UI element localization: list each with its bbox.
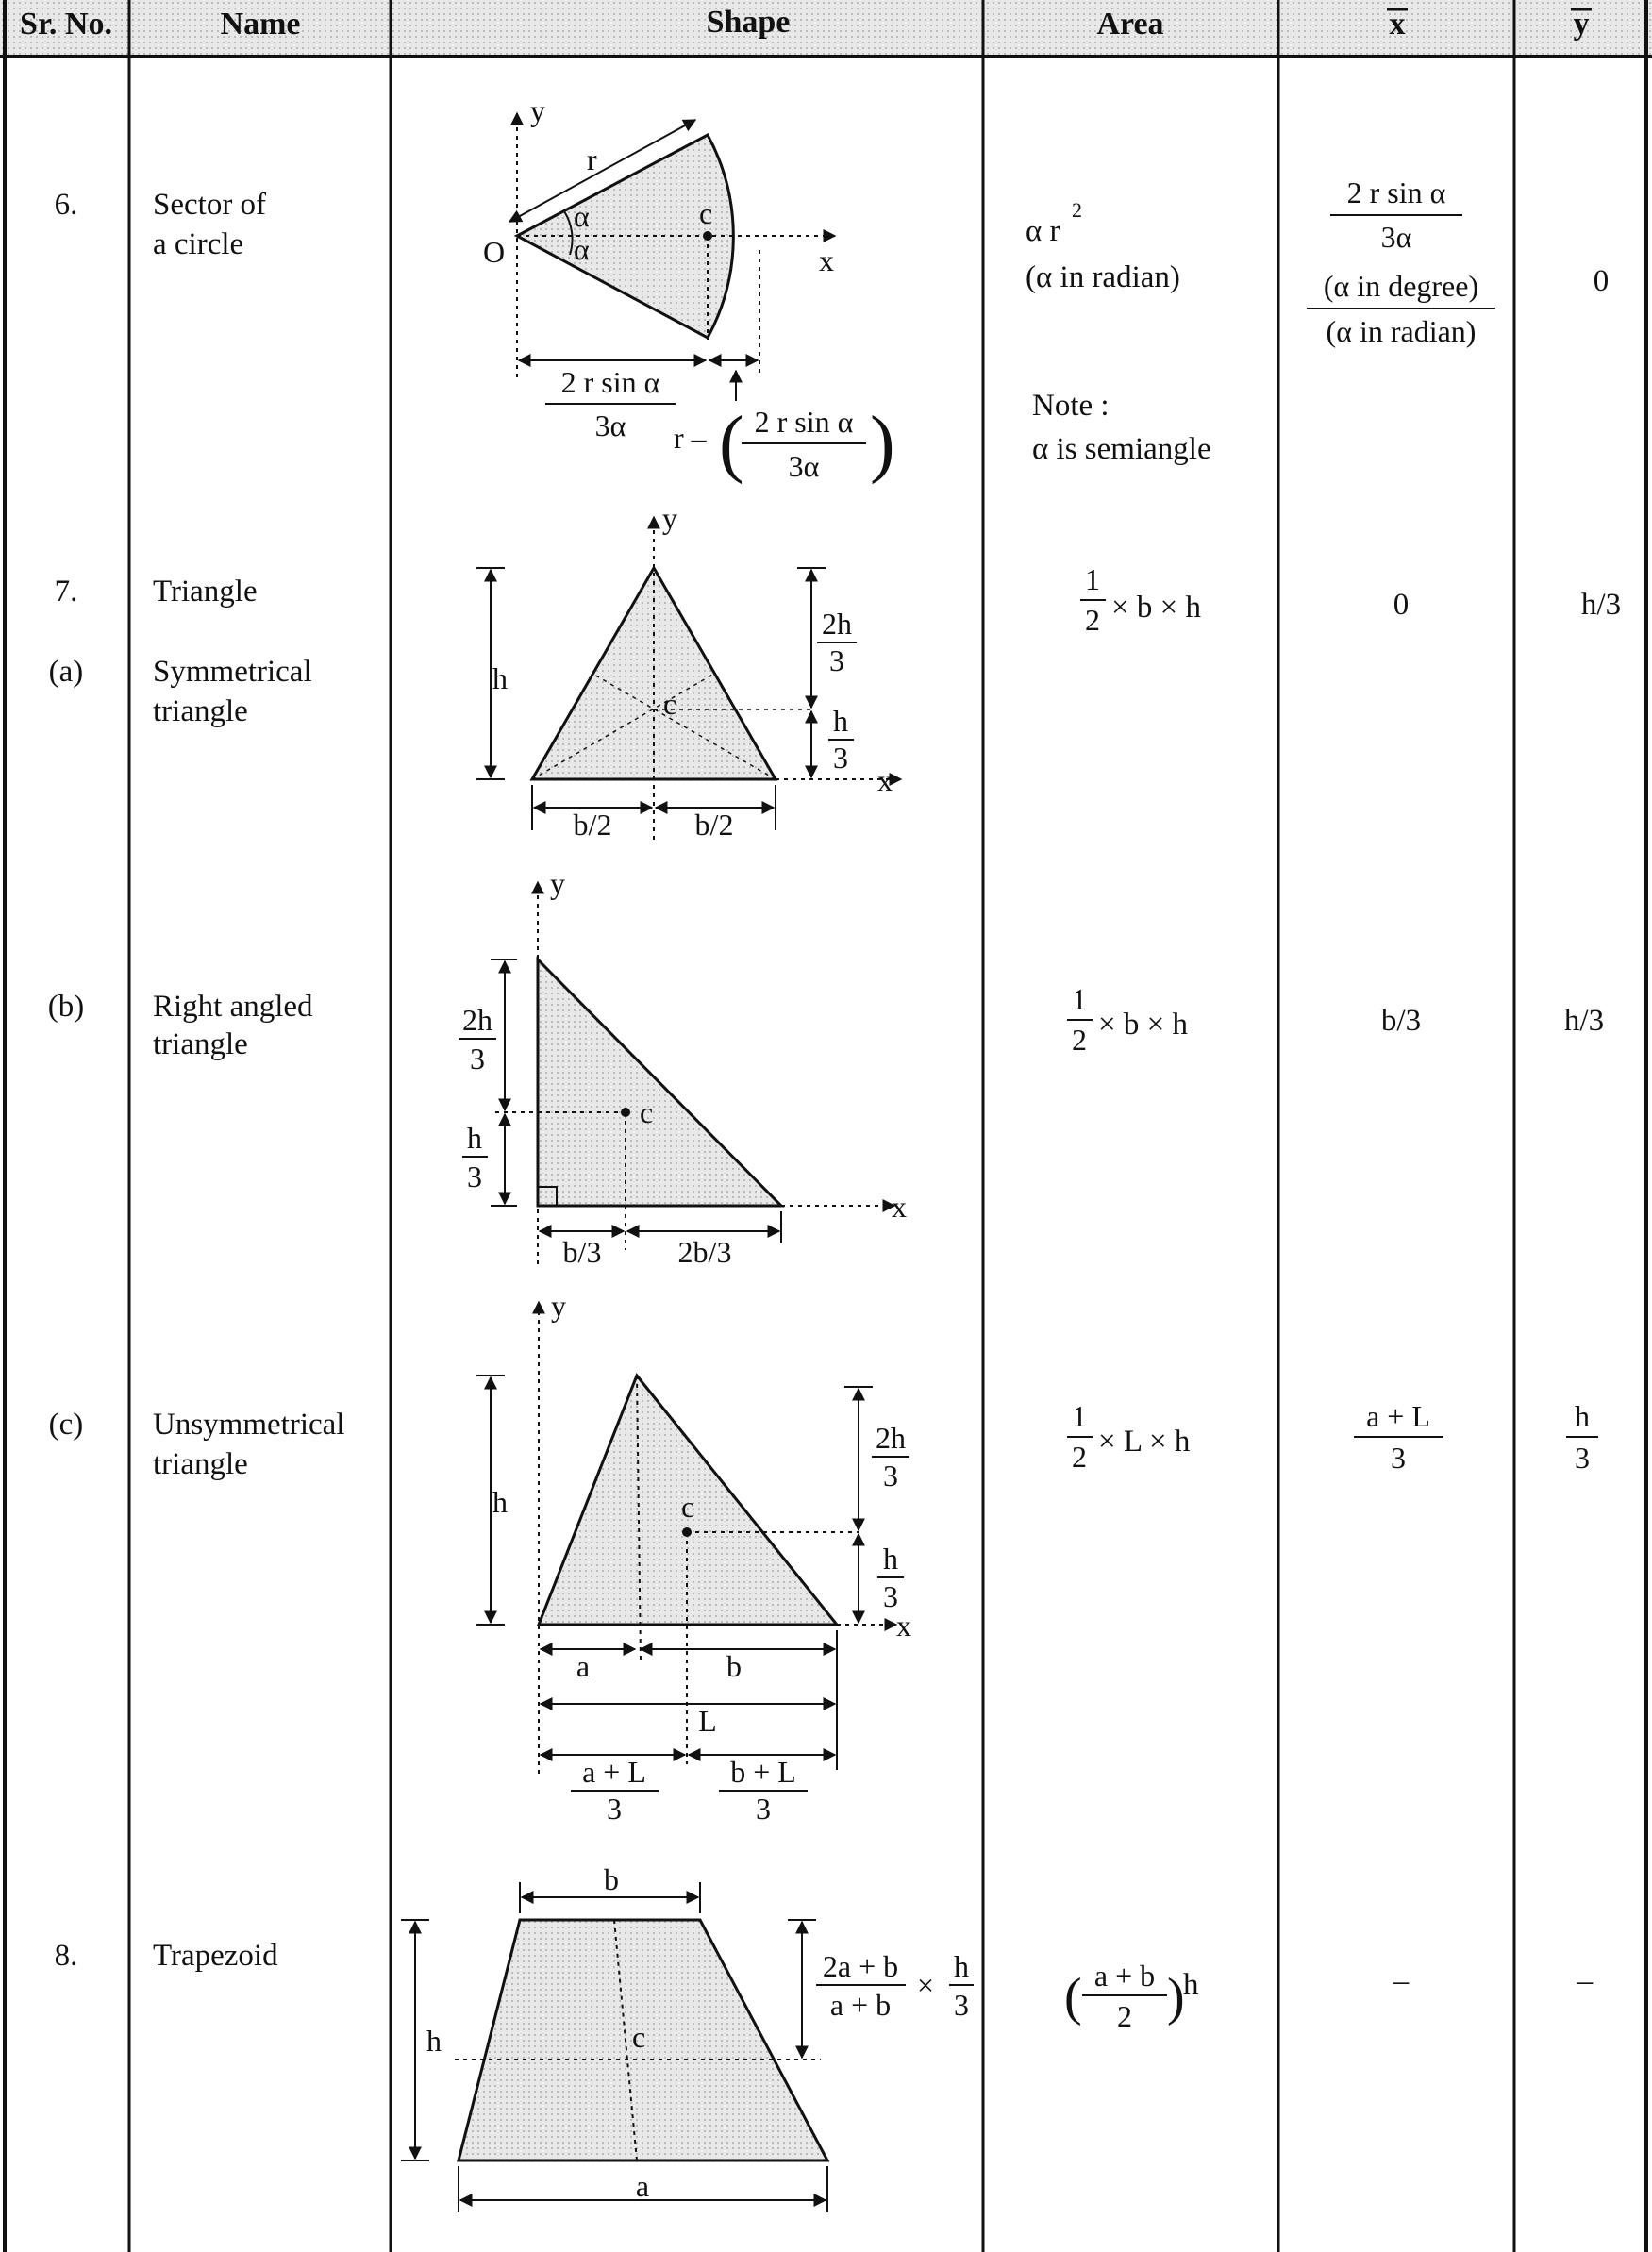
alpha-label: α	[574, 232, 590, 266]
al-numerator: a + L	[582, 1755, 646, 1789]
centroid-point	[703, 231, 712, 241]
row-right-triangle	[48, 866, 1604, 1269]
ybar-denominator: 3	[1575, 1441, 1590, 1475]
r-label: r	[587, 142, 597, 176]
upper-denominator: 3	[883, 1459, 898, 1493]
area-exponent: 2	[1072, 198, 1082, 222]
ybar-value: 0	[1593, 264, 1610, 298]
centroid-label: c	[681, 1490, 695, 1524]
name-line: triangle	[153, 1447, 248, 1481]
ybar-value: h/3	[1580, 588, 1622, 622]
paren-close: )	[1167, 1968, 1185, 2027]
srno-7: 7.	[54, 575, 78, 609]
area-value: α r	[1026, 214, 1060, 248]
srno-8: 8.	[54, 1939, 78, 1973]
area-numerator: 1	[1072, 1399, 1087, 1433]
centroid-label: c	[663, 687, 677, 721]
note-label: Note :	[1032, 389, 1110, 423]
dim-denominator: 3α	[594, 409, 626, 442]
b-left-label: b/2	[573, 808, 612, 842]
b-right-label: 2b/3	[677, 1235, 732, 1269]
a-label: a	[576, 1649, 591, 1683]
xbar-numerator: a + L	[1366, 1399, 1430, 1433]
row-symmetrical-triangle	[49, 501, 1621, 842]
upper-numerator: 2h	[462, 1003, 492, 1037]
h-label: h	[492, 1485, 508, 1519]
xbar-value: –	[1393, 1964, 1410, 1998]
h-label: h	[426, 2024, 442, 2058]
alpha-label: α	[574, 199, 590, 233]
name-line: Triangle	[153, 575, 258, 609]
triangle-shape	[538, 959, 781, 1206]
area-rest: h	[1183, 1968, 1199, 2002]
area-rest: × b × h	[1111, 591, 1201, 625]
ybar-value: h/3	[1563, 1004, 1605, 1038]
h-label: h	[492, 661, 508, 695]
row-unsymmetrical-triangle	[49, 1289, 1598, 1826]
xbar-numerator: 2 r sin α	[1346, 175, 1446, 209]
row-sector	[55, 93, 1610, 485]
al-denominator: 3	[607, 1792, 622, 1826]
row-trapezoid	[55, 1862, 1594, 2212]
lower-denominator: 3	[883, 1579, 898, 1613]
upper-denominator: 3	[470, 1042, 485, 1076]
dim-numerator: 2 r sin α	[560, 365, 660, 399]
xbar-value: b/3	[1380, 1004, 1422, 1038]
symmetrical-triangle-diagram	[476, 501, 901, 842]
times-sign: ×	[917, 1968, 935, 2002]
x-label: x	[819, 243, 834, 277]
xbar-value: 0	[1393, 588, 1410, 622]
centroid-label: c	[632, 2020, 646, 2054]
trapezoid-diagram	[401, 1862, 974, 2212]
area-numerator: 1	[1072, 982, 1087, 1016]
xbar-den2: (α in radian)	[1326, 314, 1477, 348]
xbar-denominator: 3	[1391, 1441, 1406, 1475]
ybar-value: –	[1577, 1964, 1594, 1998]
paren-denominator: 3α	[788, 449, 820, 483]
header-ybar: y	[1573, 7, 1590, 42]
a-label: a	[635, 2169, 650, 2203]
header-area: Area	[1096, 7, 1164, 42]
centroid-label: c	[699, 196, 713, 230]
name-line: triangle	[153, 1027, 248, 1061]
xbar-denominator: 3α	[1380, 220, 1412, 254]
b-label: b	[604, 1862, 619, 1896]
area-denominator: 2	[1085, 603, 1100, 637]
centroid-point	[682, 1527, 692, 1537]
lower-numerator: h	[467, 1121, 482, 1155]
paren-open: (	[1064, 1968, 1082, 2027]
name-line: Sector of	[153, 188, 267, 222]
header-srno: Sr. No.	[20, 7, 112, 42]
header-xbar: x	[1389, 7, 1406, 42]
y-label: y	[530, 93, 545, 127]
origin-label: O	[483, 235, 506, 269]
lower-denominator: 3	[833, 741, 848, 775]
L-label: L	[698, 1704, 717, 1738]
area-note: (α in radian)	[1026, 260, 1180, 294]
sector-shape	[517, 135, 733, 338]
area-rest: × b × h	[1098, 1008, 1188, 1042]
name-line: a circle	[153, 227, 244, 261]
area-denominator: 2	[1072, 1023, 1087, 1057]
paren-close: )	[870, 402, 895, 485]
r-minus-label: r –	[674, 421, 707, 455]
note-text: α is semiangle	[1032, 432, 1211, 466]
xbar-num2: (α in degree)	[1323, 269, 1479, 303]
y-label: y	[550, 866, 565, 900]
srno-c: (c)	[48, 1408, 84, 1442]
right-triangle-diagram	[459, 866, 907, 1269]
sector-diagram	[483, 93, 895, 485]
x-label: x	[892, 1190, 907, 1224]
name-line: triangle	[153, 694, 248, 728]
ybar-numerator: h	[1575, 1399, 1590, 1433]
area-numerator: 1	[1085, 562, 1100, 596]
lower-numerator: h	[833, 704, 848, 738]
name-line: Right angled	[153, 990, 313, 1024]
area-denominator: 2	[1117, 1999, 1132, 2033]
paren-open: (	[719, 402, 744, 485]
b-right-label: b/2	[694, 808, 734, 842]
srno-b: (b)	[47, 990, 85, 1024]
srno-6: 6.	[54, 188, 78, 222]
name-line: Trapezoid	[153, 1939, 278, 1973]
b-left-label: b/3	[562, 1235, 602, 1269]
name-line: Unsymmetrical	[153, 1408, 345, 1442]
lower-denominator: 3	[467, 1159, 482, 1193]
x-label: x	[877, 763, 893, 797]
y-label: y	[662, 501, 677, 535]
x-label: x	[896, 1609, 911, 1643]
header-name: Name	[220, 7, 301, 42]
area-numerator: a + b	[1093, 1959, 1156, 1993]
paren-numerator: 2 r sin α	[754, 405, 854, 439]
centroid-point	[621, 1108, 630, 1117]
sub-label: (a)	[48, 655, 84, 689]
formula-denominator: a + b	[829, 1988, 892, 2022]
name-line: Symmetrical	[153, 655, 312, 689]
b-label: b	[726, 1649, 742, 1683]
header-shape: Shape	[706, 5, 791, 40]
lower-numerator: h	[883, 1542, 898, 1576]
area-denominator: 2	[1072, 1440, 1087, 1474]
upper-numerator: 2h	[822, 607, 852, 641]
area-rest: × L × h	[1098, 1425, 1191, 1459]
formula-numerator: 2a + b	[822, 1949, 899, 1983]
upper-numerator: 2h	[876, 1421, 906, 1455]
formula2-denominator: 3	[954, 1988, 969, 2022]
bl-numerator: b + L	[730, 1755, 796, 1789]
bl-denominator: 3	[756, 1792, 771, 1826]
y-label: y	[551, 1289, 566, 1323]
unsymmetrical-triangle-diagram	[476, 1289, 911, 1826]
centroid-label: c	[640, 1095, 654, 1129]
upper-denominator: 3	[829, 643, 844, 677]
formula2-numerator: h	[954, 1949, 969, 1983]
